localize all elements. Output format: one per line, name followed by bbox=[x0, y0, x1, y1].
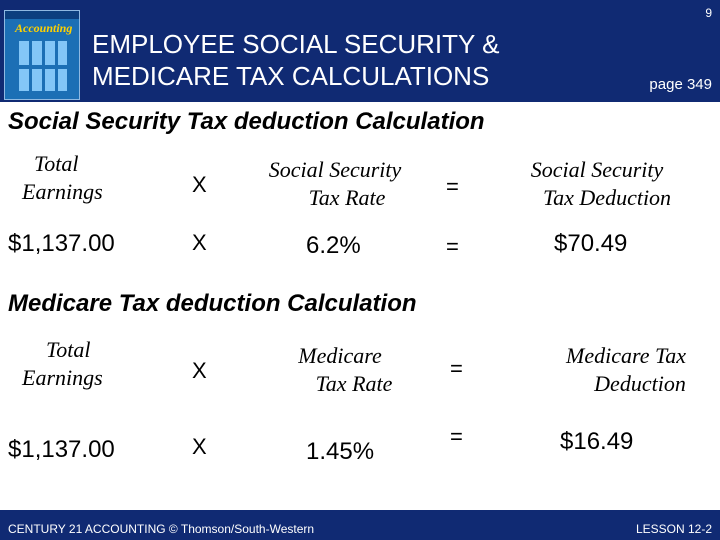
medicare-heading: Medicare Tax deduction Calculation bbox=[8, 290, 417, 317]
medicare-rate-value: 1.45% bbox=[306, 438, 375, 465]
ss-deduction-label-line-2: Tax Deduction bbox=[542, 185, 672, 210]
ss-equals-symbol: = bbox=[446, 174, 459, 199]
medicare-earnings-label bbox=[14, 336, 144, 392]
medicare-equals-symbol-values: = bbox=[450, 424, 463, 449]
medicare-rate-label-line-1: Medicare bbox=[298, 343, 382, 368]
cover-stripe bbox=[5, 11, 80, 19]
ss-earnings-value: $1,137.00 bbox=[8, 230, 115, 257]
ss-rate-label bbox=[250, 156, 420, 212]
medicare-earnings-label-line-2: Earnings bbox=[22, 365, 103, 390]
ss-multiply-symbol-values: X bbox=[192, 230, 207, 255]
footer-lesson-label: LESSON 12-2 bbox=[635, 522, 712, 536]
cover-logo: Accounting bbox=[15, 21, 73, 35]
medicare-multiply-symbol-values: X bbox=[192, 434, 207, 459]
medicare-deduction-label-line-2: Deduction bbox=[594, 371, 686, 396]
slide-title bbox=[92, 28, 499, 92]
ss-deduction-label bbox=[502, 156, 692, 212]
medicare-earnings-label-line-1: Total bbox=[46, 337, 91, 362]
medicare-deduction-value: $16.49 bbox=[560, 428, 634, 455]
ss-rate-label-line-2: Tax Rate bbox=[308, 185, 386, 210]
ss-earnings-label-line-2: Earnings bbox=[22, 179, 103, 204]
ss-earnings-label-line-1: Total bbox=[34, 151, 79, 176]
ss-multiply-symbol: X bbox=[192, 172, 207, 197]
ss-equals-symbol-values: = bbox=[446, 234, 459, 259]
ss-rate-value: 6.2% bbox=[306, 232, 361, 259]
footer-copyright: CENTURY 21 ACCOUNTING © Thomson/South-Western bbox=[8, 522, 315, 536]
textbook-cover-image bbox=[4, 10, 80, 100]
slide-number: 9 bbox=[705, 6, 712, 20]
ss-deduction-label-line-1: Social Security bbox=[530, 157, 664, 182]
slide-title-line-1: EMPLOYEE SOCIAL SECURITY & bbox=[92, 29, 500, 59]
slide-title-line-2: MEDICARE TAX CALCULATIONS bbox=[92, 61, 490, 91]
page-reference: page 349 bbox=[649, 76, 712, 93]
medicare-earnings-value: $1,137.00 bbox=[8, 436, 115, 463]
medicare-rate-label-line-2: Tax Rate bbox=[315, 371, 393, 396]
medicare-rate-label bbox=[270, 342, 410, 398]
ss-deduction-value: $70.49 bbox=[554, 230, 628, 257]
cover-building-graphic bbox=[19, 41, 67, 91]
medicare-equals-symbol: = bbox=[450, 356, 463, 381]
social-security-heading: Social Security Tax deduction Calculation bbox=[8, 108, 485, 135]
ss-rate-label-line-1: Social Security bbox=[268, 157, 402, 182]
ss-earnings-label bbox=[14, 150, 144, 206]
medicare-deduction-label-line-1: Medicare Tax bbox=[566, 343, 686, 368]
header-banner bbox=[0, 0, 720, 102]
medicare-deduction-label bbox=[536, 342, 716, 398]
medicare-multiply-symbol: X bbox=[192, 358, 207, 383]
footer-bar bbox=[0, 510, 720, 540]
